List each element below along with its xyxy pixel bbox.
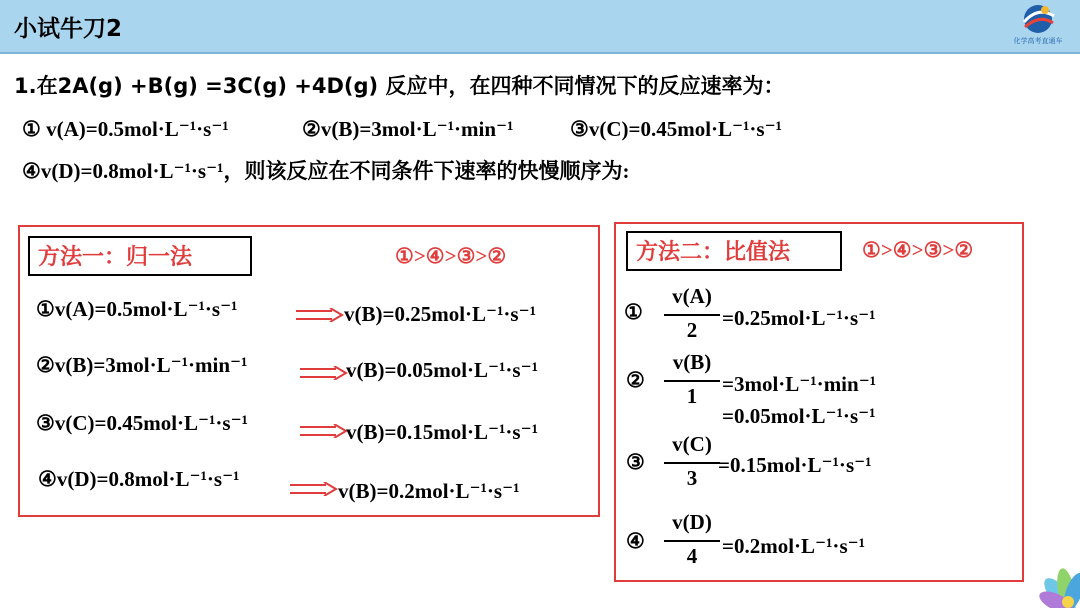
method-1-row-2-right: v(B)=0.05mol·L⁻¹·s⁻¹ [346, 358, 538, 382]
logo-icon [1008, 2, 1068, 36]
method-1-row-2-left: ②v(B)=3mol·L⁻¹·min⁻¹ [36, 353, 248, 377]
method-1-row-3-left: ③v(C)=0.45mol·L⁻¹·s⁻¹ [36, 411, 248, 435]
fraction-bar [664, 380, 720, 382]
method-1-row-4-right: v(B)=0.2mol·L⁻¹·s⁻¹ [338, 479, 520, 503]
logo [1008, 2, 1068, 52]
fraction-numerator: v(D) [672, 510, 712, 534]
fraction-bar [664, 540, 720, 542]
method-1-row-3-right: v(B)=0.15mol·L⁻¹·s⁻¹ [346, 420, 538, 444]
method-2-row-1-mark: ① [624, 300, 643, 324]
method-2-row-4-fraction [664, 510, 720, 572]
method-2-label-box [626, 231, 842, 271]
question-line-1: 1.在2A(g) +B(g) =3C(g) +4D(g) 反应中，在四种不同情况下的反应速率为： [14, 74, 785, 98]
arrow-icon [296, 308, 344, 322]
arrow-icon [300, 366, 348, 380]
method-2-row-1-fraction [664, 284, 720, 346]
condition-1: ① v(A)=0.5mol·L⁻¹·s⁻¹ [22, 117, 229, 141]
condition-4-and-prompt: ④v(D)=0.8mol·L⁻¹·s⁻¹，则该反应在不同条件下速率的快慢顺序为: [22, 159, 630, 183]
method-1-order: ①>④>③>② [395, 244, 507, 268]
method-2-row-3-mark: ③ [626, 450, 645, 474]
method-2-row-3-result: =0.15mol·L⁻¹·s⁻¹ [718, 453, 872, 477]
fraction-denominator: 3 [686, 466, 698, 490]
fraction-numerator: v(C) [672, 432, 712, 456]
logo-caption: 化学高考直通车 [1013, 37, 1063, 45]
condition-2: ②v(B)=3mol·L⁻¹·min⁻¹ [302, 117, 514, 141]
method-1-label-box [28, 236, 252, 276]
arrow-icon [290, 482, 338, 496]
method-2-row-3-fraction [664, 432, 720, 494]
fraction-bar [664, 314, 720, 316]
method-2-row-1-result: =0.25mol·L⁻¹·s⁻¹ [722, 306, 876, 330]
condition-3: ③v(C)=0.45mol·L⁻¹·s⁻¹ [570, 117, 782, 141]
header-divider [0, 52, 1080, 54]
fraction-denominator: 2 [686, 318, 698, 342]
method-2-label: 方法二：比值法 [636, 240, 791, 265]
fraction-bar [664, 462, 720, 464]
method-1-label: 方法一：归一法 [38, 245, 193, 270]
method-2-row-2-result: =3mol·L⁻¹·min⁻¹ [722, 372, 877, 396]
method-2-row-2-result-2: =0.05mol·L⁻¹·s⁻¹ [722, 404, 876, 428]
method-2-row-4-mark: ④ [626, 529, 645, 553]
method-1-row-1-left: ①v(A)=0.5mol·L⁻¹·s⁻¹ [36, 297, 238, 321]
method-2-order: ①>④>③>② [862, 238, 974, 262]
title-bar [0, 0, 1080, 54]
method-1-row-4-left: ④v(D)=0.8mol·L⁻¹·s⁻¹ [38, 467, 240, 491]
fraction-numerator: v(A) [672, 284, 712, 308]
fraction-denominator: 4 [686, 544, 698, 568]
method-2-row-2-mark: ② [626, 368, 645, 392]
arrow-icon [300, 424, 348, 438]
fraction-denominator: 1 [686, 384, 698, 408]
method-1-row-1-right: v(B)=0.25mol·L⁻¹·s⁻¹ [344, 302, 536, 326]
slide-title: 小试牛刀2 [14, 16, 123, 42]
method-2-row-2-fraction [664, 350, 720, 412]
method-2-row-4-result: =0.2mol·L⁻¹·s⁻¹ [722, 534, 865, 558]
fraction-numerator: v(B) [672, 350, 712, 374]
flower-decoration-icon [1020, 538, 1080, 608]
